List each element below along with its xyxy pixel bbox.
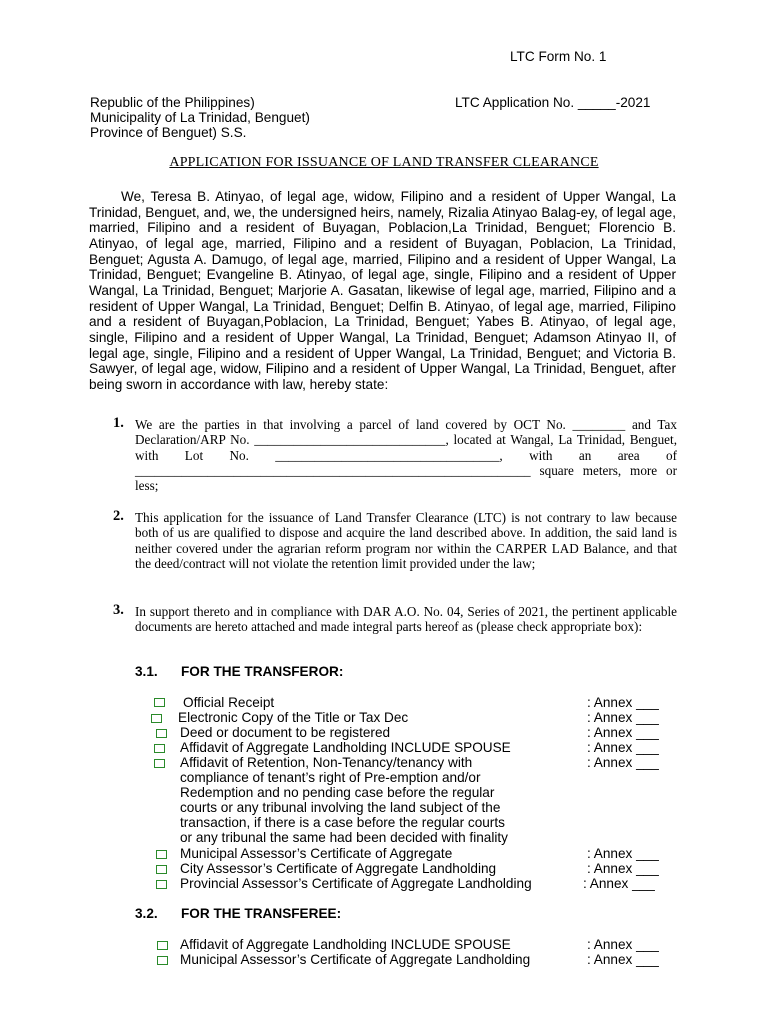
ltc-application-number: LTC Application No. _____-2021 xyxy=(455,95,651,110)
transferee-municipal-assessor-checkbox[interactable] xyxy=(157,956,168,965)
intro-paragraph: We, Teresa B. Atinyao, of legal age, widow, Filipino and a resident of Upper Wangal, La Trinidad, Benguet, and, we, the undersigned heirs, namely, Rizalia Atinyao Balag-ey, of legal age, married, Filipino and a resident of Buyagan, Poblacion,La Trinidad, Benguet; Florencio B. Atinyao, of legal age, married, Filipino and a resident of Buyagan, Poblacion, La Trinidad, Benguet; Agusta A. Damugo, of legal age, married, Filipino and a resident of Upper Wangal, La Trinidad, Benguet; Evangeline B. Atinyao, of legal age, single, Filipino and a resident of Upper Wangal, La Trinidad, Benguet; Marjorie A. Gasatan, likewise of legal age, married, Filipino and a resident of Upper Wangal, La Trinidad, Benguet; Delfin B. Atinyao, of legal age, married, Filipino and a resident of Buyagan,Poblacion, La Trinidad, Benguet; Yabes B. Atinyao, of legal age, single, Filipino and a resident of Upper Wangal, La Trinidad, Benguet; Adamson Atinyao II, of legal age, single, Filipino and a resident of Upper Wangal, La Trinidad, Benguet; and Victoria B. Sawyer, of legal age, widow, Filipino and a resident of Upper Wangal, La Trinidad, Benguet, after being sworn in accordance with law, hereby state: xyxy=(89,189,676,392)
doc-label-continuation: compliance of tenant’s right of Pre-emption and/or xyxy=(180,770,481,785)
annex-field[interactable]: : Annex ___ xyxy=(587,740,659,755)
item-paragraph: In support thereto and in compliance with DAR A.O. No. 04, Series of 2021, the pertinent applicable documents are hereto attached and made integral parts hereof as (please check appropriate box): xyxy=(135,604,677,635)
doc-label: Electronic Copy of the Title or Tax Dec xyxy=(178,710,409,725)
doc-label-continuation: courts or any tribunal involving the land subject of the xyxy=(180,800,501,815)
provincial-assessor-checkbox[interactable] xyxy=(156,880,167,889)
doc-label: Official Receipt xyxy=(183,695,275,710)
header-republic: Republic of the Philippines) xyxy=(90,95,255,110)
annex-field[interactable]: : Annex ___ xyxy=(587,952,659,967)
annex-field[interactable]: : Annex ___ xyxy=(587,846,659,861)
transferee-affidavit-checkbox[interactable] xyxy=(157,941,168,950)
document-title: APPLICATION FOR ISSUANCE OF LAND TRANSFER CLEARANCE xyxy=(169,155,599,170)
doc-label: City Assessor’s Certificate of Aggregate Landholding xyxy=(180,861,497,876)
doc-label: Municipal Assessor’s Certificate of Aggregate Landholding xyxy=(180,952,531,967)
transferee-heading: FOR THE TRANSFEREE: xyxy=(181,906,342,921)
municipal-assessor-checkbox[interactable] xyxy=(156,850,167,859)
item-number: 3. xyxy=(113,602,124,618)
header-municipality: Municipality of La Trinidad, Benguet) xyxy=(90,110,310,125)
deed-checkbox[interactable] xyxy=(156,729,167,738)
electronic-title-checkbox[interactable] xyxy=(151,714,162,723)
annex-field[interactable]: : Annex ___ xyxy=(583,876,655,891)
doc-label-continuation: Redemption and no pending case before the regular xyxy=(180,785,495,800)
item-number: 2. xyxy=(113,508,124,524)
annex-field[interactable]: : Annex ___ xyxy=(587,755,659,770)
doc-label-continuation: transaction, if there is a case before the regular courts xyxy=(180,815,505,830)
affidavit-aggregate-checkbox[interactable] xyxy=(154,744,165,753)
header-province: Province of Benguet) S.S. xyxy=(90,125,247,140)
subsection-number: 3.1. xyxy=(135,664,158,679)
annex-field[interactable]: : Annex ___ xyxy=(587,725,659,740)
official-receipt-checkbox[interactable] xyxy=(154,698,165,707)
doc-label: Provincial Assessor’s Certificate of Aggregate Landholding xyxy=(180,876,532,891)
transferor-heading: FOR THE TRANSFEROR: xyxy=(181,664,344,679)
form-number: LTC Form No. 1 xyxy=(510,49,607,64)
annex-field[interactable]: : Annex ___ xyxy=(587,695,659,710)
annex-field[interactable]: : Annex ___ xyxy=(587,861,659,876)
item-number: 1. xyxy=(113,415,124,431)
doc-label: Deed or document to be registered xyxy=(180,725,391,740)
annex-field[interactable]: : Annex ___ xyxy=(587,710,659,725)
annex-field[interactable]: : Annex ___ xyxy=(587,937,659,952)
item-paragraph: We are the parties in that involving a parcel of land covered by OCT No. ________ and Tax Declaration/ARP No. _____________________________, located at Wangal, La Trinidad, Benguet, with Lot No. __________________________________, with an area of ____________________________________________________________ square meters, more or less; xyxy=(135,417,677,494)
item-paragraph: This application for the issuance of Land Transfer Clearance (LTC) is not contrary to law because both of us are qualified to dispose and acquire the land described above. In addition, the said land is neither covered under the agrarian reform program nor within the CARPER LAD Balance, and that the deed/contract will not violate the retention limit provided under the law; xyxy=(135,510,677,571)
doc-label: Municipal Assessor’s Certificate of Aggregate xyxy=(180,846,453,861)
affidavit-retention-checkbox[interactable] xyxy=(154,759,165,768)
doc-label: Affidavit of Retention, Non-Tenancy/tenancy with xyxy=(180,755,473,770)
doc-label: Affidavit of Aggregate Landholding INCLUDE SPOUSE xyxy=(180,740,511,755)
subsection-number: 3.2. xyxy=(135,906,158,921)
doc-label-continuation: or any tribunal the same had been decided with finality xyxy=(180,830,508,845)
doc-label: Affidavit of Aggregate Landholding INCLUDE SPOUSE xyxy=(180,937,511,952)
city-assessor-checkbox[interactable] xyxy=(156,865,167,874)
